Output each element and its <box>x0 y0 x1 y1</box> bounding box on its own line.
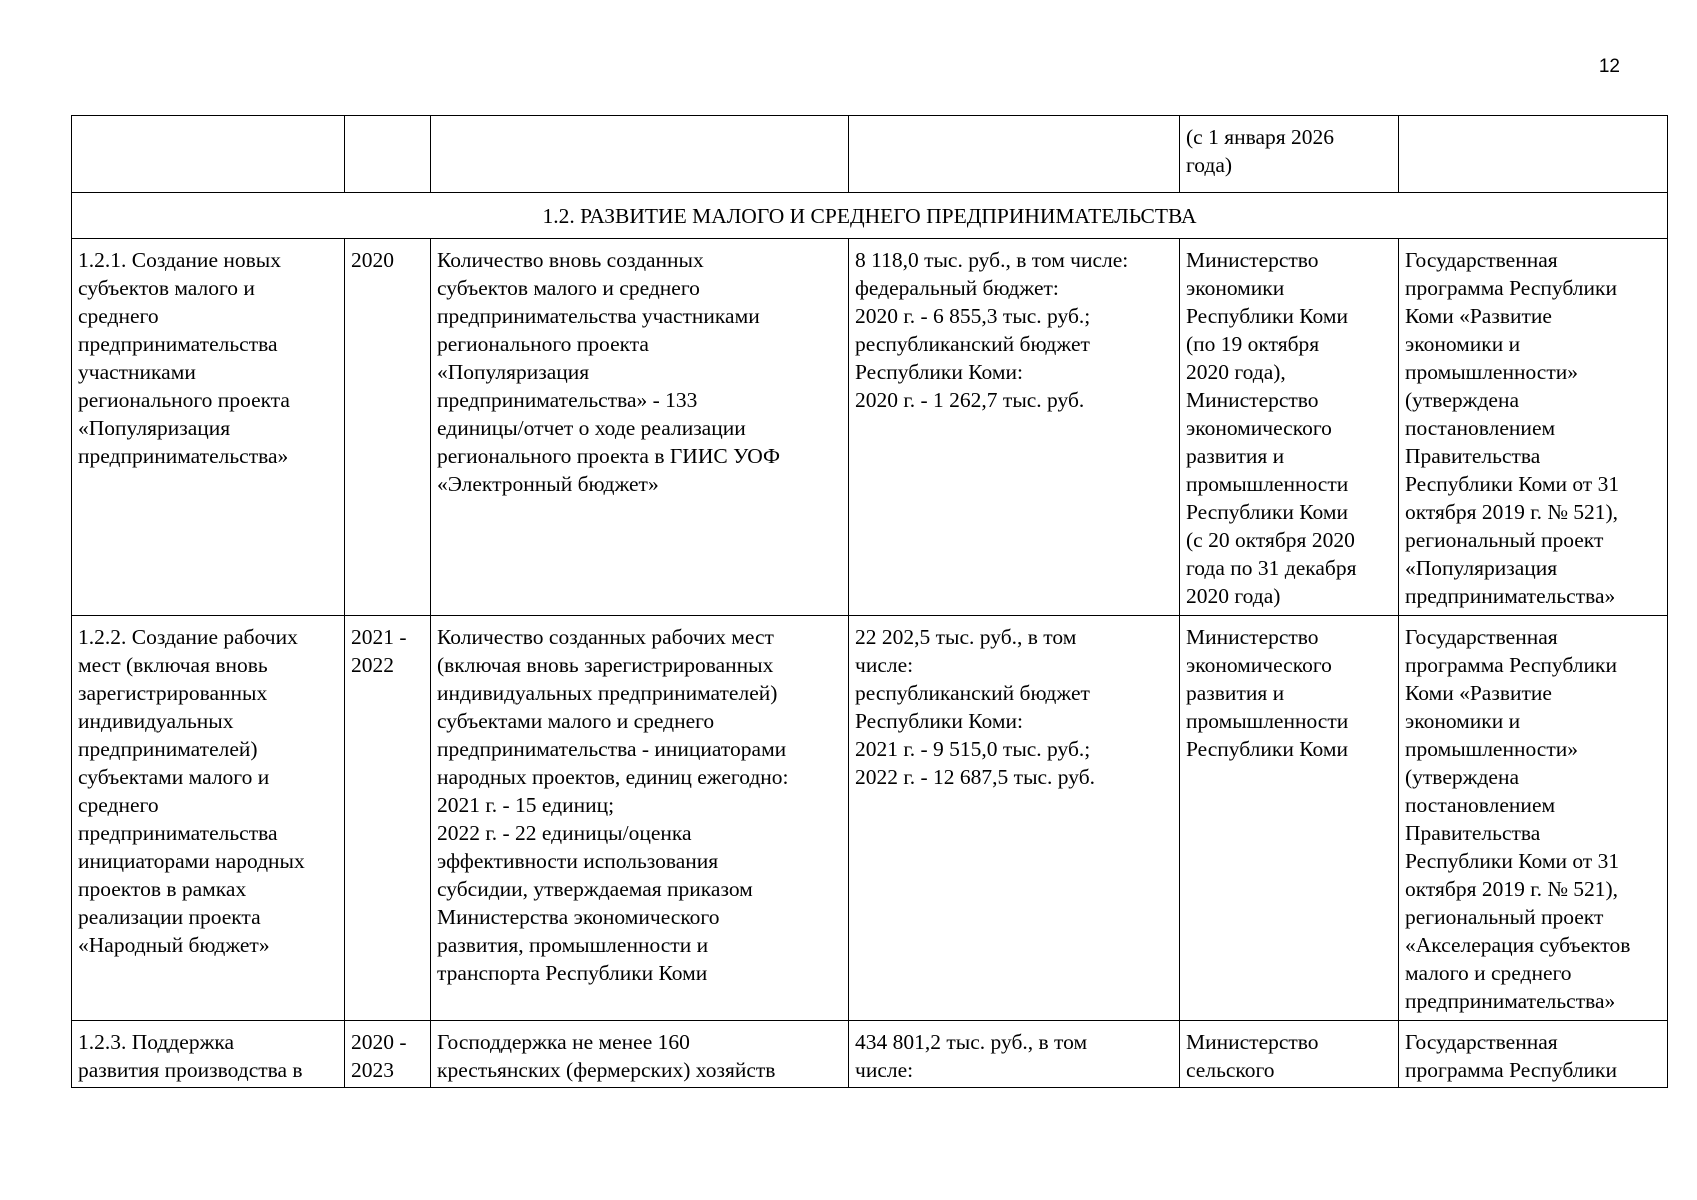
table-row <box>72 1021 1668 1088</box>
result-cell: Количество вновь созданных субъектов малого и среднего предпринимательства участниками регионального проекта «Популяризация предпринимательства» - 133 единицы/отчет о ходе реализации регионального проекта в ГИИС УОФ «Электронный бюджет» <box>431 239 849 616</box>
executor-cell: Министерство экономики Республики Коми (по 19 октября 2020 года), Министерство экономического развития и промышленности Республики Коми (с 20 октября 2020 года по 31 декабря 2020 года) <box>1180 239 1399 616</box>
executor-cell: Министерство сельского <box>1180 1021 1399 1088</box>
funding-cell: 22 202,5 тыс. руб., в том числе: республиканский бюджет Республики Коми: 2021 г. - 9 515,0 тыс. руб.; 2022 г. - 12 687,5 тыс. руб. <box>849 616 1180 1021</box>
result-cell: Господдержка не менее 160 крестьянских (фермерских) хозяйств <box>431 1021 849 1088</box>
period-cell: 2020 <box>345 239 431 616</box>
measures-table <box>71 115 1668 1088</box>
table-row <box>72 616 1668 1021</box>
period-cell: 2021 - 2022 <box>345 616 431 1021</box>
table-cell <box>345 116 431 193</box>
continuation-row <box>72 116 1668 193</box>
table-cell <box>849 116 1180 193</box>
executor-cell: Министерство экономического развития и промышленности Республики Коми <box>1180 616 1399 1021</box>
program-cell: Государственная программа Республики Коми «Развитие экономики и промышленности» (утверждена постановлением Правительства Республики Коми от 31 октября 2019 г. № 521), региональный проект «Акселерация субъектов малого и среднего предпринимательства» <box>1399 616 1668 1021</box>
result-cell: Количество созданных рабочих мест (включая вновь зарегистрированных индивидуальных предпринимателей) субъектами малого и среднего предпринимательства - инициаторами народных проектов, единиц ежегодно: 2021 г. - 15 единиц; 2022 г. - 22 единицы/оценка эффективности использования субсидии, утверждаемая приказом Министерства экономического развития, промышленности и транспорта Республики Коми <box>431 616 849 1021</box>
program-cell: Государственная программа Республики <box>1399 1021 1668 1088</box>
table-cell <box>1399 116 1668 193</box>
section-header: 1.2. РАЗВИТИЕ МАЛОГО И СРЕДНЕГО ПРЕДПРИНИМАТЕЛЬСТВА <box>72 193 1668 239</box>
page-number: 12 <box>1598 56 1620 77</box>
program-cell: Государственная программа Республики Коми «Развитие экономики и промышленности» (утверждена постановлением Правительства Республики Коми от 31 октября 2019 г. № 521), региональный проект «Популяризация предпринимательства» <box>1399 239 1668 616</box>
funding-cell: 434 801,2 тыс. руб., в том числе: <box>849 1021 1180 1088</box>
measure-cell: 1.2.1. Создание новых субъектов малого и среднего предпринимательства участниками регионального проекта «Популяризация предпринимательства» <box>72 239 345 616</box>
section-header-row <box>72 193 1668 239</box>
table-cell <box>431 116 849 193</box>
table-row <box>72 239 1668 616</box>
measure-cell: 1.2.3. Поддержка развития производства в <box>72 1021 345 1088</box>
table-cell <box>72 116 345 193</box>
funding-cell: 8 118,0 тыс. руб., в том числе: федеральный бюджет: 2020 г. - 6 855,3 тыс. руб.; республиканский бюджет Республики Коми: 2020 г. - 1 262,7 тыс. руб. <box>849 239 1180 616</box>
period-cell: 2020 - 2023 <box>345 1021 431 1088</box>
measure-cell: 1.2.2. Создание рабочих мест (включая вновь зарегистрированных индивидуальных предпринимателей) субъектами малого и среднего предпринимательства инициаторами народных проектов в рамках реализации проекта «Народный бюджет» <box>72 616 345 1021</box>
table-cell: (с 1 января 2026 года) <box>1180 116 1399 193</box>
